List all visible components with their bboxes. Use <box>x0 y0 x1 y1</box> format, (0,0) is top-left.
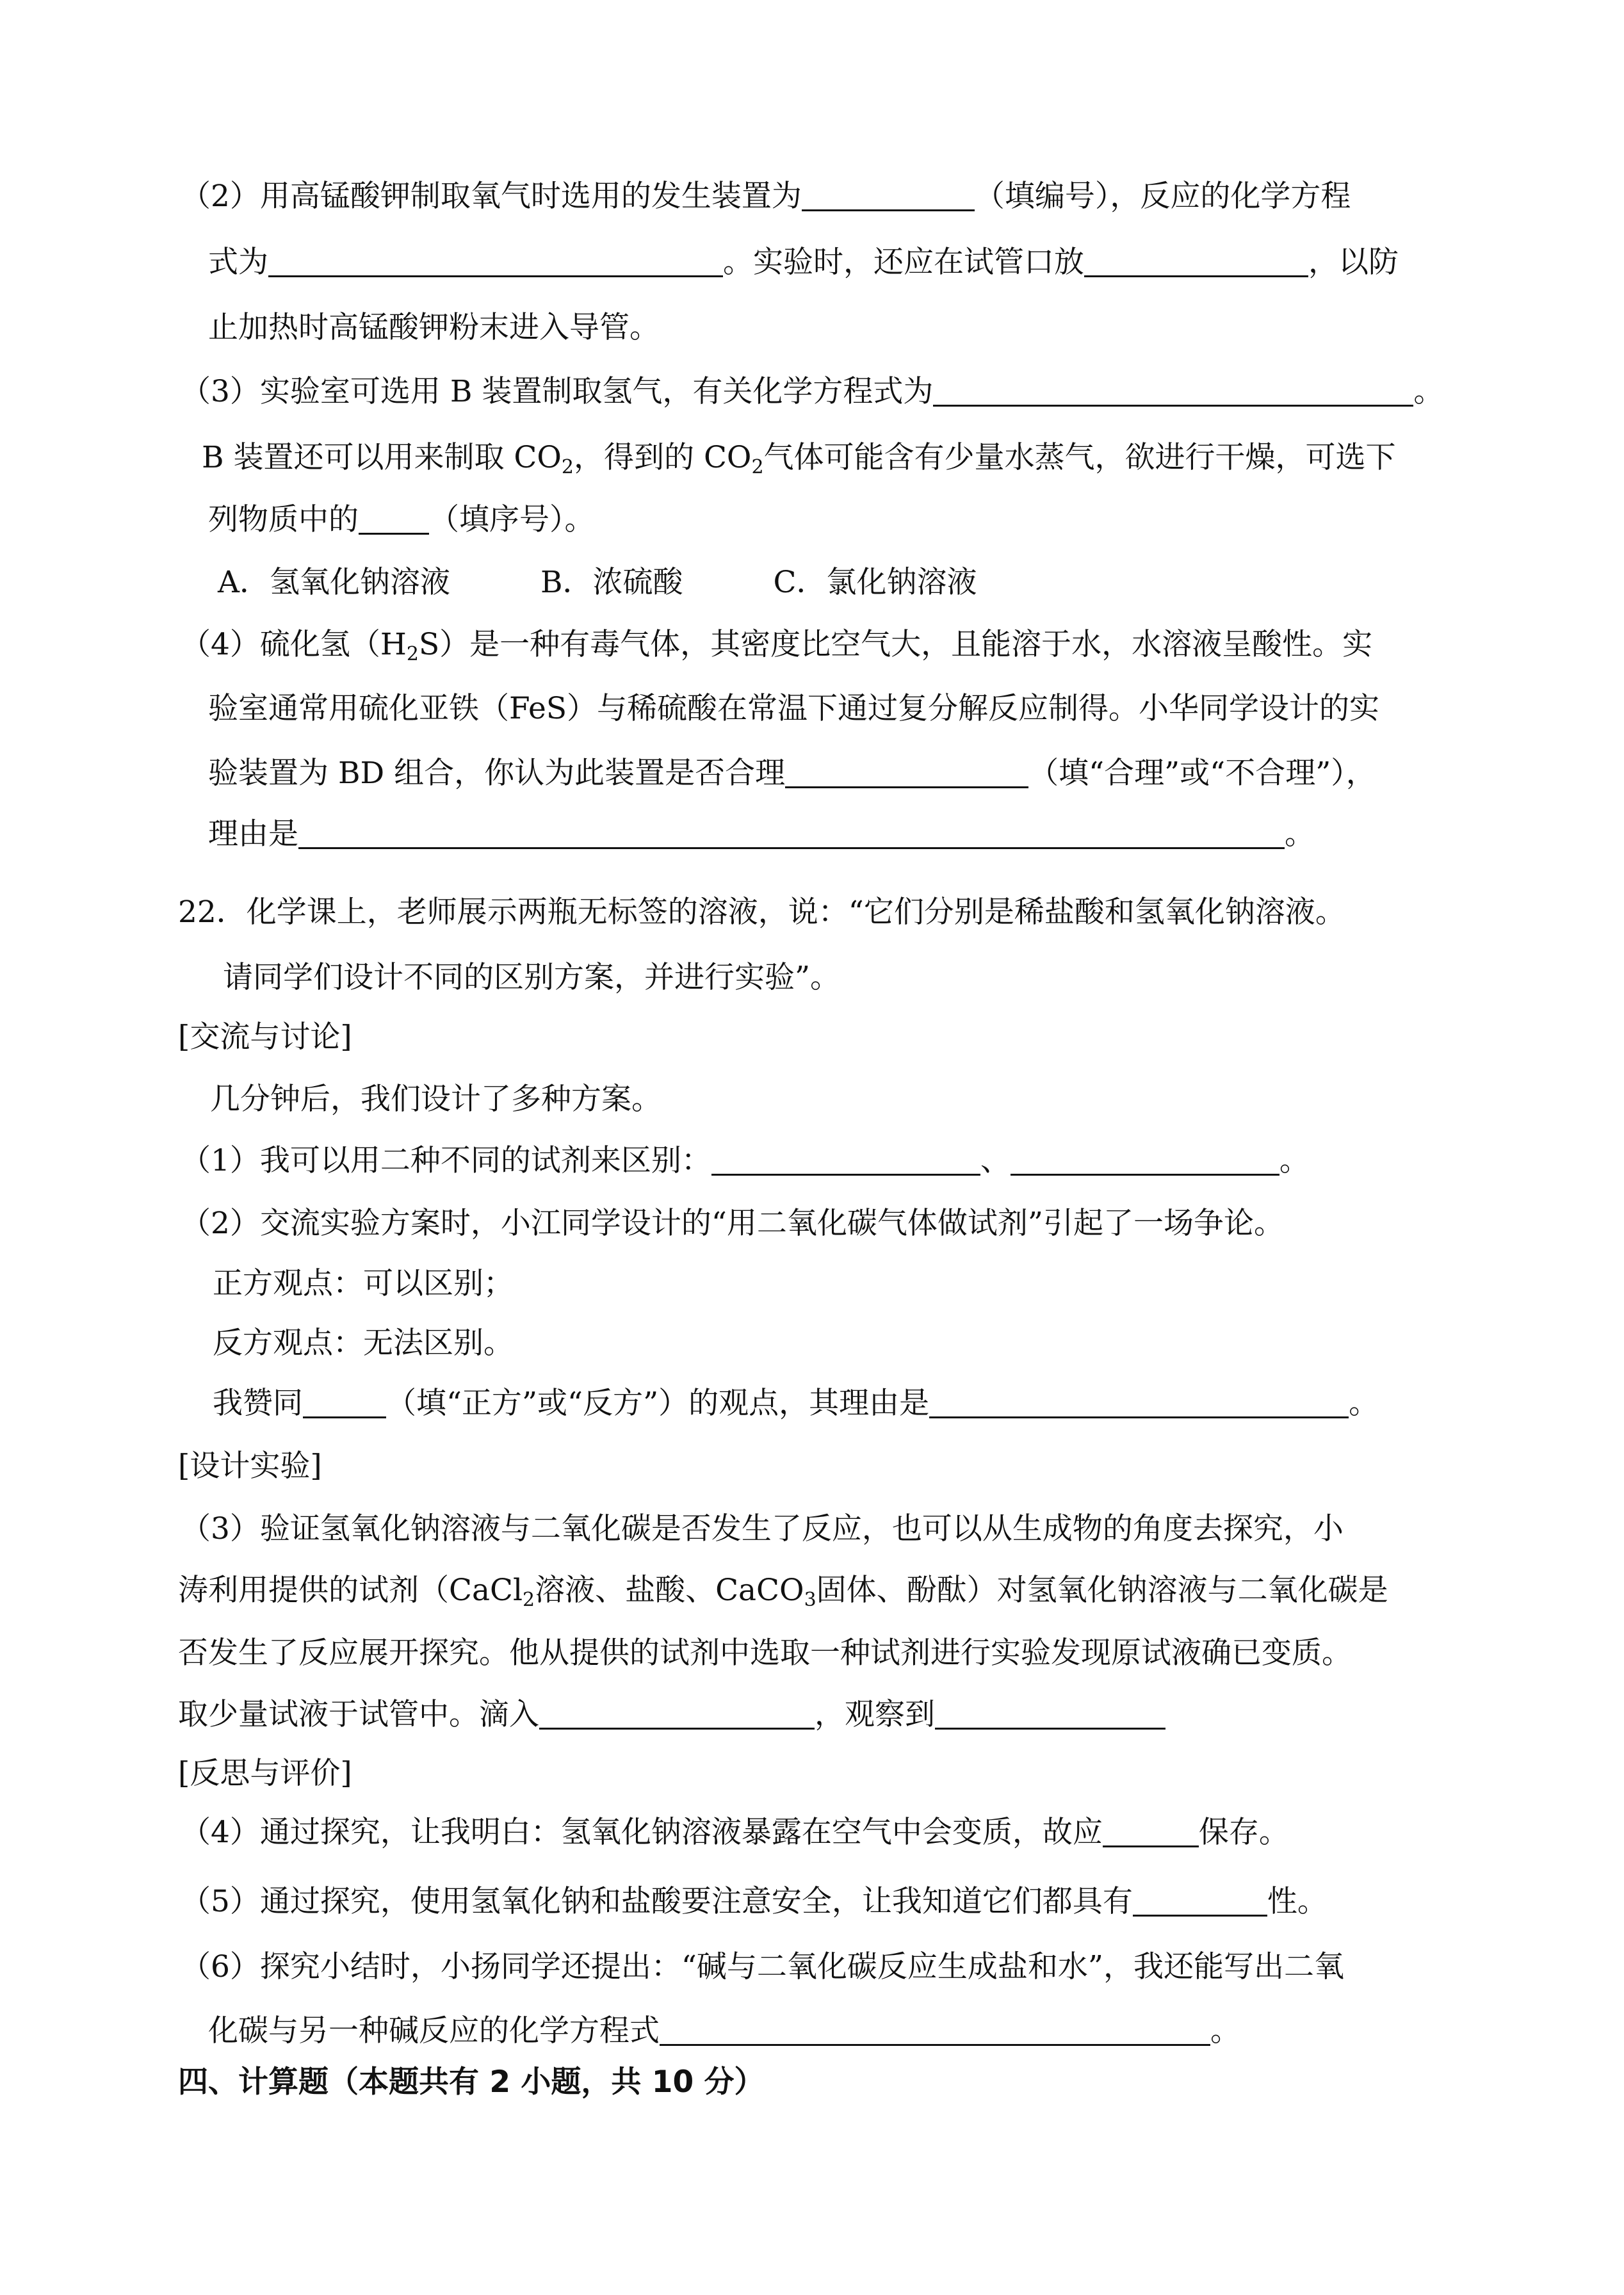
section-4-heading: 四、计算题（本题共有 2 小题，共 10 分） <box>178 2064 765 2100</box>
answer-blank[interactable] <box>539 1699 815 1730</box>
text: 。 <box>1349 1386 1379 1421</box>
answer-blank[interactable] <box>933 377 1413 407</box>
text: （4）硫化氢（H <box>181 627 407 662</box>
text: 验装置为 BD 组合，你认为此装置是否合理 <box>208 756 786 791</box>
text: （填“合理”或“不合理”）， <box>1028 756 1376 791</box>
q21-p3-options: A．氢氧化钠溶液 B．浓硫酸 C．氯化钠溶液 <box>218 565 977 600</box>
answer-blank[interactable] <box>303 1388 386 1418</box>
text: （5）通过探究，使用氢氧化钠和盐酸要注意安全，让我知道它们都具有 <box>181 1884 1133 1919</box>
q22-discussion-text: 几分钟后，我们设计了多种方案。 <box>210 1082 662 1117</box>
answer-blank[interactable] <box>802 181 975 211</box>
q21-p3-line3 <box>208 501 595 539</box>
q21-p4-line2: 验室通常用硫化亚铁（FeS）与稀硫酸在常温下通过复分解反应制得。小华同学设计的实 <box>208 691 1380 726</box>
text: 、 <box>980 1143 1011 1178</box>
text: 气体可能含有少量水蒸气，欲进行干燥，可选下 <box>763 440 1396 475</box>
answer-blank[interactable] <box>359 505 429 535</box>
answer-blank[interactable] <box>1103 1817 1199 1847</box>
q21-p2-line2 <box>208 243 1399 282</box>
q21-p4-line3 <box>208 754 1376 793</box>
q22-p3-line3: 否发生了反应展开探究。他从提供的试剂中选取一种试剂进行实验发现原试液确已变质。 <box>178 1635 1352 1671</box>
q22-p3-line4 <box>178 1696 1165 1734</box>
q22-p4 <box>181 1813 1289 1852</box>
q21-p2-line1 <box>181 177 1351 216</box>
text: 式为 <box>208 245 268 280</box>
text: 列物质中的 <box>208 502 359 537</box>
text: （1）我可以用二种不同的试剂来区别： <box>181 1143 711 1178</box>
q22-p5 <box>181 1883 1328 1921</box>
text: 化碳与另一种碱反应的化学方程式 <box>208 2013 660 2048</box>
text: 。实验时，还应在试管口放 <box>723 245 1084 280</box>
subscript: 2 <box>522 1589 535 1611</box>
section-heading-reflection: [反思与评价] <box>178 1756 352 1791</box>
q22-p6-line2 <box>208 2012 1240 2050</box>
text: 涛利用提供的试剂（CaCl <box>178 1573 523 1608</box>
answer-blank[interactable] <box>1011 1146 1279 1176</box>
answer-blank[interactable] <box>929 1388 1349 1418</box>
q21-p3-line2 <box>202 439 1396 477</box>
answer-blank[interactable] <box>785 758 1028 788</box>
answer-blank[interactable] <box>660 2016 1210 2046</box>
q21-p2-line3: 止加热时高锰酸钾粉末进入导管。 <box>208 310 660 345</box>
q22-p2: （2）交流实验方案时，小江同学设计的“用二氧化碳气体做试剂”引起了一场争论。 <box>181 1206 1284 1241</box>
q21-p3-line1 <box>181 373 1443 411</box>
answer-blank[interactable] <box>935 1699 1165 1730</box>
text: （3）实验室可选用 B 装置制取氢气，有关化学方程式为 <box>181 374 934 409</box>
subscript: 3 <box>804 1589 816 1611</box>
text: 取少量试液于试管中。滴入 <box>178 1697 539 1732</box>
q22-pro-view: 正方观点：可以区别； <box>213 1266 514 1301</box>
section-heading-discussion: [交流与讨论] <box>178 1019 352 1055</box>
answer-blank[interactable] <box>298 819 1285 849</box>
text: （填序号）。 <box>429 502 595 537</box>
subscript: 2 <box>561 456 574 478</box>
text: 。 <box>1279 1143 1310 1178</box>
q22-con-view: 反方观点：无法区别。 <box>213 1326 514 1361</box>
q21-p4-line1 <box>181 626 1372 664</box>
answer-blank[interactable] <box>711 1146 980 1176</box>
subscript: 2 <box>751 456 764 478</box>
text: 理由是 <box>208 816 298 852</box>
q22-intro-line2: 请同学们设计不同的区别方案，并进行实验”。 <box>223 960 841 995</box>
text: （4）通过探究，让我明白：氢氧化钠溶液暴露在空气中会变质，故应 <box>181 1815 1103 1850</box>
text: （填编号），反应的化学方程 <box>974 179 1351 214</box>
text: 。 <box>1413 374 1444 409</box>
text: ，观察到 <box>815 1697 935 1732</box>
text: 。 <box>1285 816 1315 852</box>
q22-intro-line1: 22．化学课上，老师展示两瓶无标签的溶液，说：“它们分别是稀盐酸和氢氧化钠溶液。 <box>178 895 1345 930</box>
text: 保存。 <box>1198 1815 1289 1850</box>
text: ，以防 <box>1308 245 1399 280</box>
text: B 装置还可以用来制取 CO <box>202 440 562 475</box>
section-heading-design: [设计实验] <box>178 1448 322 1484</box>
subscript: 2 <box>406 643 419 665</box>
q22-p3-line1: （3）验证氢氧化钠溶液与二氧化碳是否发生了反应，也可以从生成物的角度去探究，小 <box>181 1511 1344 1546</box>
answer-blank[interactable] <box>1133 1886 1267 1917</box>
q22-p1 <box>181 1142 1310 1180</box>
q22-p3-line2 <box>178 1571 1388 1610</box>
text: S）是一种有毒气体，其密度比空气大，且能溶于水，水溶液呈酸性。实 <box>418 627 1373 662</box>
text: ，得到的 CO <box>574 440 752 475</box>
q22-agree-line <box>213 1384 1379 1423</box>
answer-blank[interactable] <box>1084 247 1308 277</box>
text: （填“正方”或“反方”）的观点，其理由是 <box>386 1386 930 1421</box>
q22-p6-line1: （6）探究小结时，小扬同学还提出：“碱与二氧化碳反应生成盐和水”，我还能写出二氧 <box>181 1949 1344 1984</box>
answer-blank[interactable] <box>268 247 723 277</box>
text: 固体、酚酞）对氢氧化钠溶液与二氧化碳是 <box>816 1573 1388 1608</box>
text: 性。 <box>1267 1884 1328 1919</box>
text: （2）用高锰酸钾制取氧气时选用的发生装置为 <box>181 179 802 214</box>
q21-p4-line4 <box>208 815 1315 854</box>
text: 我赞同 <box>213 1386 303 1421</box>
text: 溶液、盐酸、CaCO <box>535 1573 804 1608</box>
text: 。 <box>1210 2013 1240 2048</box>
